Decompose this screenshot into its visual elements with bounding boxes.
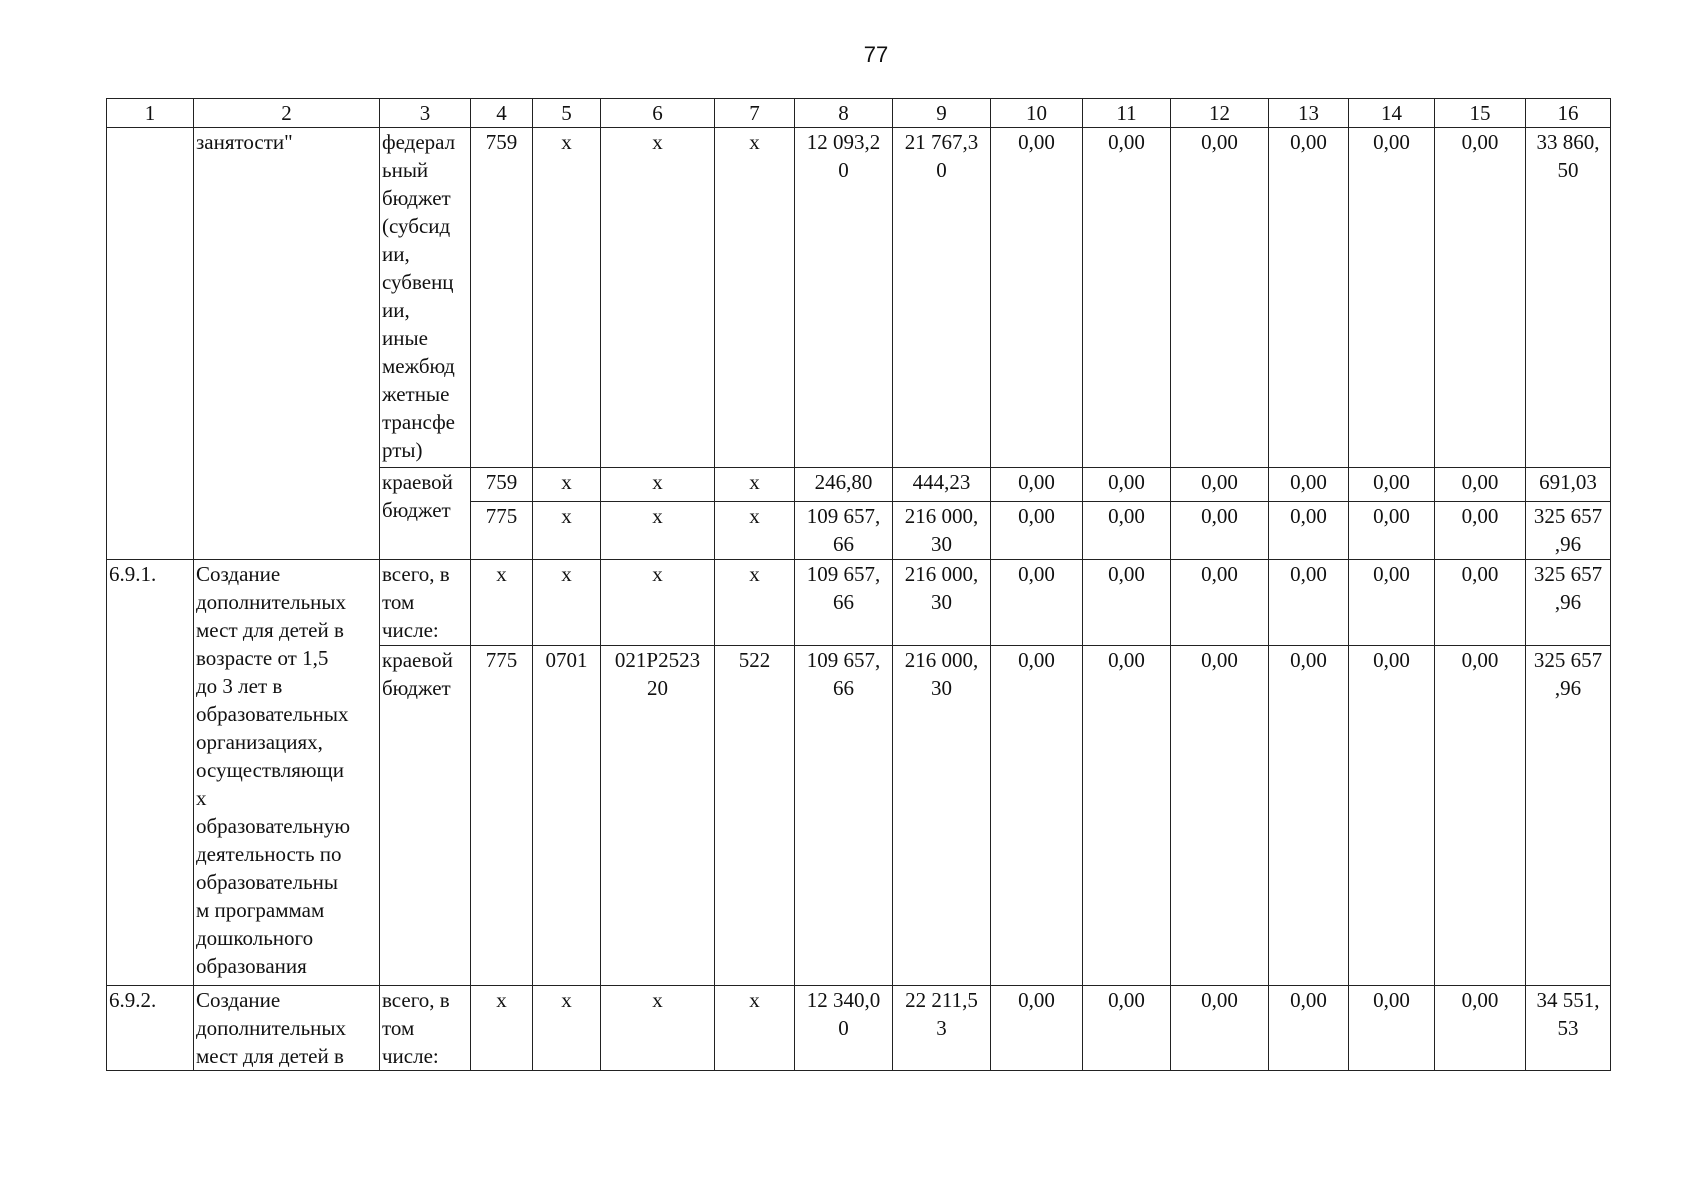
column-number: 11 xyxy=(1083,99,1171,128)
column-number: 7 xyxy=(715,99,795,128)
cell-c16: 691,03 xyxy=(1526,468,1611,502)
cell-c12: 0,00 xyxy=(1171,468,1269,502)
funding-source-cell: всего, в том числе: xyxy=(380,986,471,1071)
cell-c13: 0,00 xyxy=(1269,128,1349,468)
cell-c10: 0,00 xyxy=(991,646,1083,986)
cell-c9: 216 000, 30 xyxy=(893,646,991,986)
cell-c12: 0,00 xyxy=(1171,560,1269,646)
column-number: 8 xyxy=(795,99,893,128)
cell-c10: 0,00 xyxy=(991,128,1083,468)
cell-c7: х xyxy=(715,986,795,1071)
cell-c7: х xyxy=(715,560,795,646)
cell-c12: 0,00 xyxy=(1171,502,1269,560)
cell-c13: 0,00 xyxy=(1269,502,1349,560)
funding-source-cell: всего, в том числе: xyxy=(380,560,471,646)
item-number-cell: 6.9.2. xyxy=(107,986,194,1071)
cell-c15: 0,00 xyxy=(1435,646,1526,986)
cell-c16: 33 860, 50 xyxy=(1526,128,1611,468)
column-number: 9 xyxy=(893,99,991,128)
cell-c13: 0,00 xyxy=(1269,560,1349,646)
cell-c11: 0,00 xyxy=(1083,468,1171,502)
item-name-cell: занятости" xyxy=(194,128,380,560)
cell-c5: 0701 xyxy=(533,646,601,986)
cell-c14: 0,00 xyxy=(1349,560,1435,646)
cell-c11: 0,00 xyxy=(1083,128,1171,468)
table-row xyxy=(107,560,1611,646)
cell-c9: 216 000, 30 xyxy=(893,502,991,560)
cell-c16: 325 657 ,96 xyxy=(1526,646,1611,986)
cell-c8: 109 657, 66 xyxy=(795,560,893,646)
cell-c7: 522 xyxy=(715,646,795,986)
cell-c14: 0,00 xyxy=(1349,986,1435,1071)
cell-c5: х xyxy=(533,502,601,560)
item-name-cell: Создание дополнительных мест для детей в возрасте от 1,5 до 3 лет в образовательных организациях, осуществляющи х образовательную деятельность по образовательны м программам дошкольного образования xyxy=(194,560,380,986)
cell-c6: х xyxy=(601,502,715,560)
cell-c6: х xyxy=(601,986,715,1071)
cell-c7: х xyxy=(715,502,795,560)
cell-c12: 0,00 xyxy=(1171,646,1269,986)
cell-c15: 0,00 xyxy=(1435,986,1526,1071)
cell-c4: 775 xyxy=(471,646,533,986)
cell-c4: х xyxy=(471,986,533,1071)
cell-c8: 12 093,2 0 xyxy=(795,128,893,468)
cell-c7: х xyxy=(715,128,795,468)
cell-c8: 109 657, 66 xyxy=(795,646,893,986)
cell-c5: х xyxy=(533,986,601,1071)
column-number: 6 xyxy=(601,99,715,128)
funding-source-cell: краевой бюджет xyxy=(380,646,471,986)
cell-c5: х xyxy=(533,128,601,468)
cell-c11: 0,00 xyxy=(1083,986,1171,1071)
table-row xyxy=(107,986,1611,1071)
column-number: 3 xyxy=(380,99,471,128)
cell-c13: 0,00 xyxy=(1269,986,1349,1071)
cell-c13: 0,00 xyxy=(1269,468,1349,502)
cell-c6: х xyxy=(601,128,715,468)
funding-source-cell: федерал ьный бюджет (субсид ии, субвенц ии, иные межбюд жетные трансфе рты) xyxy=(380,128,471,468)
cell-c15: 0,00 xyxy=(1435,502,1526,560)
cell-c10: 0,00 xyxy=(991,986,1083,1071)
cell-c6: х xyxy=(601,468,715,502)
cell-c14: 0,00 xyxy=(1349,502,1435,560)
cell-c10: 0,00 xyxy=(991,502,1083,560)
column-number: 1 xyxy=(107,99,194,128)
cell-c9: 22 211,5 3 xyxy=(893,986,991,1071)
cell-c8: 246,80 xyxy=(795,468,893,502)
cell-c14: 0,00 xyxy=(1349,128,1435,468)
cell-c10: 0,00 xyxy=(991,468,1083,502)
cell-c6: 021Р2523 20 xyxy=(601,646,715,986)
cell-c16: 325 657 ,96 xyxy=(1526,502,1611,560)
cell-c14: 0,00 xyxy=(1349,468,1435,502)
cell-c14: 0,00 xyxy=(1349,646,1435,986)
column-number-row xyxy=(107,99,1611,128)
column-number: 14 xyxy=(1349,99,1435,128)
cell-c12: 0,00 xyxy=(1171,128,1269,468)
cell-c15: 0,00 xyxy=(1435,468,1526,502)
cell-c5: х xyxy=(533,560,601,646)
column-number: 12 xyxy=(1171,99,1269,128)
cell-c11: 0,00 xyxy=(1083,646,1171,986)
budget-table xyxy=(106,98,1611,1071)
column-number: 4 xyxy=(471,99,533,128)
column-number: 2 xyxy=(194,99,380,128)
cell-c9: 444,23 xyxy=(893,468,991,502)
cell-c15: 0,00 xyxy=(1435,128,1526,468)
cell-c16: 34 551, 53 xyxy=(1526,986,1611,1071)
cell-c6: х xyxy=(601,560,715,646)
table-row xyxy=(107,128,1611,468)
column-number: 10 xyxy=(991,99,1083,128)
cell-c8: 109 657, 66 xyxy=(795,502,893,560)
cell-c4: х xyxy=(471,560,533,646)
page-number: 77 xyxy=(863,42,889,67)
cell-c5: х xyxy=(533,468,601,502)
column-number: 15 xyxy=(1435,99,1526,128)
cell-c4: 759 xyxy=(471,128,533,468)
column-number: 13 xyxy=(1269,99,1349,128)
item-name-cell: Создание дополнительных мест для детей в xyxy=(194,986,380,1071)
cell-c7: х xyxy=(715,468,795,502)
cell-c15: 0,00 xyxy=(1435,560,1526,646)
cell-c4: 759 xyxy=(471,468,533,502)
cell-c9: 216 000, 30 xyxy=(893,560,991,646)
cell-c11: 0,00 xyxy=(1083,502,1171,560)
cell-c10: 0,00 xyxy=(991,560,1083,646)
item-number-cell xyxy=(107,128,194,560)
cell-c12: 0,00 xyxy=(1171,986,1269,1071)
cell-c13: 0,00 xyxy=(1269,646,1349,986)
cell-c16: 325 657 ,96 xyxy=(1526,560,1611,646)
item-number-cell: 6.9.1. xyxy=(107,560,194,986)
column-number: 16 xyxy=(1526,99,1611,128)
cell-c4: 775 xyxy=(471,502,533,560)
cell-c11: 0,00 xyxy=(1083,560,1171,646)
cell-c8: 12 340,0 0 xyxy=(795,986,893,1071)
cell-c9: 21 767,3 0 xyxy=(893,128,991,468)
funding-source-cell: краевой бюджет xyxy=(380,468,471,560)
column-number: 5 xyxy=(533,99,601,128)
